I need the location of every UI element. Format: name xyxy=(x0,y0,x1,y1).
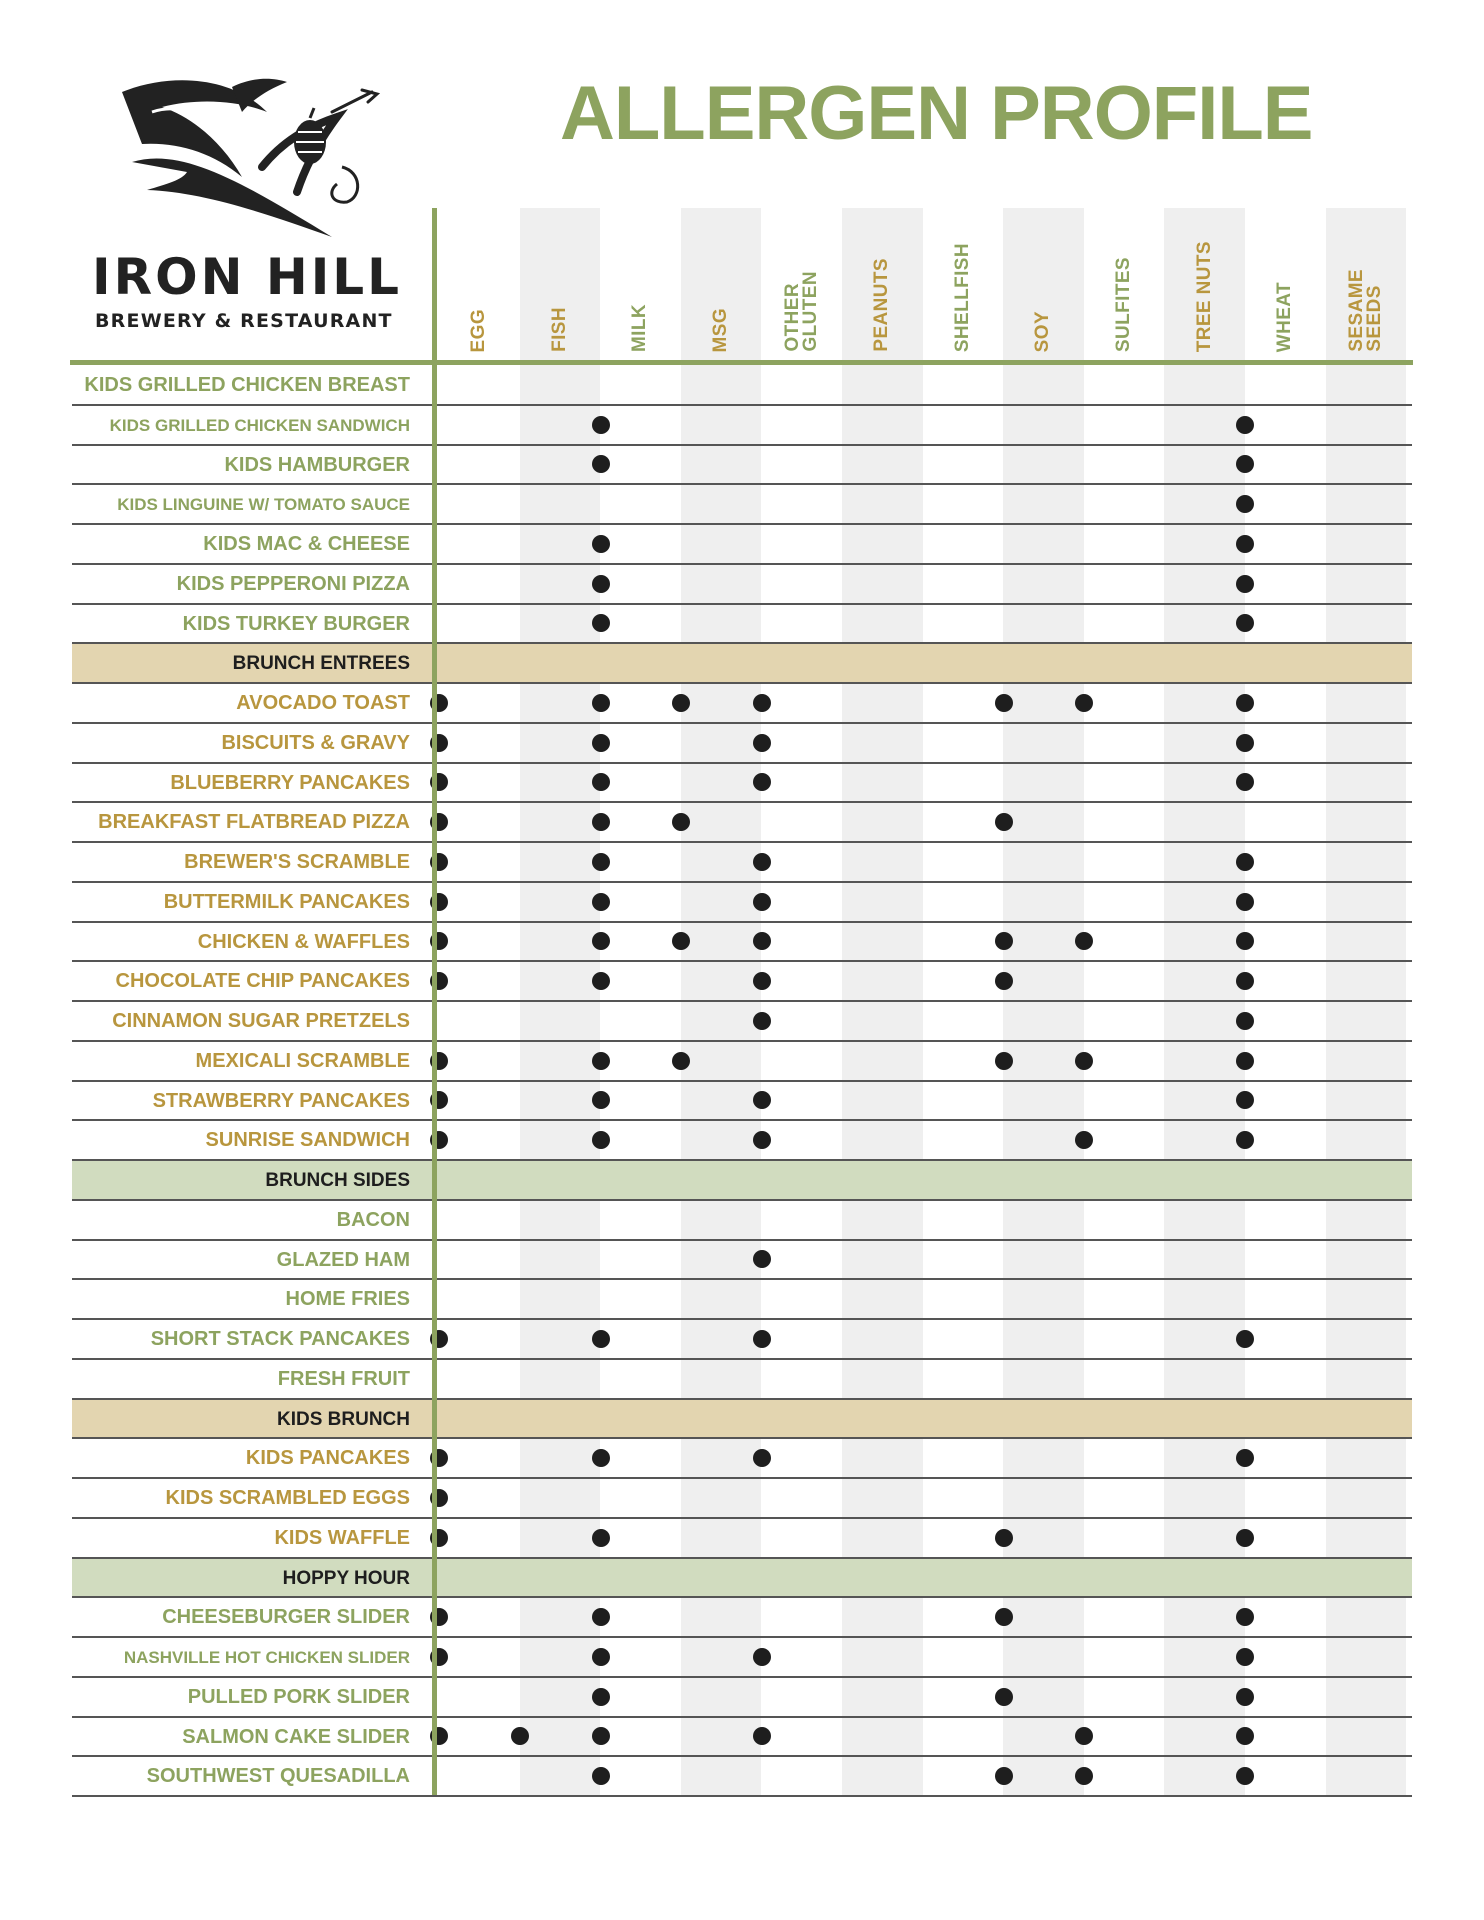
column-header-tree-nuts xyxy=(1164,208,1245,358)
column-header-label: SULFITES xyxy=(1113,256,1135,352)
allergen-dot xyxy=(592,853,610,871)
table-row xyxy=(72,764,1412,804)
allergen-dot xyxy=(592,1091,610,1109)
header-rule xyxy=(70,360,1413,365)
allergen-dot xyxy=(592,1727,610,1745)
menu-item-label: KIDS SCRAMBLED EGGS xyxy=(165,1487,410,1509)
table-row xyxy=(72,1757,1412,1797)
column-header-fish xyxy=(520,208,601,358)
table-row xyxy=(72,1042,1412,1082)
section-header-row xyxy=(72,644,1412,684)
allergen-dot xyxy=(753,1131,771,1149)
table-row xyxy=(72,843,1412,883)
allergen-dot xyxy=(753,1449,771,1467)
table-row xyxy=(72,1280,1412,1320)
allergen-dot xyxy=(1236,893,1254,911)
allergen-dot xyxy=(995,1688,1013,1706)
allergen-dot xyxy=(592,416,610,434)
menu-item-label: BUTTERMILK PANCAKES xyxy=(163,890,410,913)
menu-item-label: MEXICALI SCRAMBLE xyxy=(195,1049,410,1072)
section-header-row xyxy=(72,1400,1412,1440)
allergen-dot xyxy=(1236,1529,1254,1547)
allergen-dot xyxy=(753,1330,771,1348)
allergen-dot xyxy=(672,694,690,712)
allergen-dot xyxy=(592,1529,610,1547)
table-row xyxy=(72,565,1412,605)
column-header-milk xyxy=(600,208,681,358)
menu-item-label: CHOCOLATE CHIP PANCAKES xyxy=(115,970,410,993)
table-row xyxy=(72,1082,1412,1122)
menu-item-label: SOUTHWEST QUESADILLA xyxy=(146,1765,410,1788)
section-header-row xyxy=(72,1161,1412,1201)
column-header-sesame-seeds xyxy=(1326,208,1407,358)
allergen-dot xyxy=(995,1052,1013,1070)
column-header-peanuts xyxy=(842,208,923,358)
column-header-label: PEANUTS xyxy=(871,258,893,352)
allergen-dot xyxy=(1075,1052,1093,1070)
table-row xyxy=(72,406,1412,446)
allergen-dot xyxy=(753,1012,771,1030)
brand-name: IRON HILL xyxy=(92,248,403,306)
allergen-dot xyxy=(592,694,610,712)
column-header-label: TREE NUTS xyxy=(1193,240,1215,352)
column-header-shellfish xyxy=(923,208,1004,358)
column-header-label: FISH xyxy=(548,307,570,352)
column-header-label: SOY xyxy=(1032,310,1054,352)
menu-item-label: BISCUITS & GRAVY xyxy=(221,731,410,754)
menu-item-label: BREAKFAST FLATBREAD PIZZA xyxy=(98,811,410,834)
table-row xyxy=(72,1479,1412,1519)
column-header-label: OTHER GLUTEN xyxy=(781,271,821,352)
table-row xyxy=(72,1121,1412,1161)
allergen-dot xyxy=(592,614,610,632)
allergen-dot xyxy=(592,575,610,593)
table-row xyxy=(72,724,1412,764)
allergen-dot xyxy=(995,972,1013,990)
allergen-dot xyxy=(592,932,610,950)
table-row xyxy=(72,1638,1412,1678)
allergen-dot xyxy=(592,734,610,752)
table-row xyxy=(72,1201,1412,1241)
table-row xyxy=(72,1241,1412,1281)
allergen-dot xyxy=(753,972,771,990)
section-label: KIDS BRUNCH xyxy=(277,1408,410,1430)
table-row xyxy=(72,883,1412,923)
allergen-dot xyxy=(753,932,771,950)
section-label: BRUNCH ENTREES xyxy=(232,653,410,675)
allergen-dot xyxy=(592,455,610,473)
table-row xyxy=(72,1360,1412,1400)
table-row xyxy=(72,1519,1412,1559)
allergen-dot xyxy=(753,694,771,712)
menu-item-label: BACON xyxy=(336,1208,410,1231)
allergen-dot xyxy=(995,813,1013,831)
allergen-dot xyxy=(753,734,771,752)
allergen-dot xyxy=(592,1648,610,1666)
menu-item-label: SUNRISE SANDWICH xyxy=(205,1129,410,1152)
table-row xyxy=(72,446,1412,486)
column-header-wheat xyxy=(1245,208,1326,358)
menu-item-label: PULLED PORK SLIDER xyxy=(187,1685,410,1708)
allergen-dot xyxy=(672,1052,690,1070)
allergen-dot xyxy=(592,1131,610,1149)
allergen-dot xyxy=(592,535,610,553)
allergen-dot xyxy=(592,1688,610,1706)
column-header-other-gluten xyxy=(761,208,842,358)
allergen-dot xyxy=(1236,1688,1254,1706)
table-row xyxy=(72,1718,1412,1758)
menu-item-label: KIDS MAC & CHEESE xyxy=(203,533,410,555)
table-row xyxy=(72,1439,1412,1479)
column-header-label: SESAME SEEDS xyxy=(1345,269,1385,352)
label-column-rule xyxy=(432,208,437,1795)
menu-item-label: KIDS GRILLED CHICKEN BREAST xyxy=(84,374,410,396)
column-header-sulfites xyxy=(1084,208,1165,358)
column-header-label: SHELLFISH xyxy=(951,242,973,352)
allergen-dot xyxy=(592,1330,610,1348)
table-row xyxy=(72,684,1412,724)
column-header-label: WHEAT xyxy=(1274,281,1296,352)
page-title: ALLERGEN PROFILE xyxy=(560,71,1313,156)
menu-item-label: GLAZED HAM xyxy=(276,1248,410,1271)
allergen-dot xyxy=(995,694,1013,712)
row-divider xyxy=(72,1795,1412,1797)
column-header-msg xyxy=(681,208,762,358)
allergen-dot xyxy=(753,893,771,911)
table-row xyxy=(72,605,1412,645)
allergen-dot xyxy=(995,932,1013,950)
allergen-dot xyxy=(753,1091,771,1109)
allergen-dot xyxy=(995,1767,1013,1785)
menu-item-label: NASHVILLE HOT CHICKEN SLIDER xyxy=(123,1648,410,1667)
table-row xyxy=(72,366,1412,406)
section-header-row xyxy=(72,1559,1412,1599)
allergen-dot xyxy=(753,853,771,871)
menu-item-label: BREWER'S SCRAMBLE xyxy=(184,851,410,873)
menu-item-label: CHICKEN & WAFFLES xyxy=(197,930,410,953)
allergen-dot xyxy=(592,1449,610,1467)
allergen-dot xyxy=(592,1052,610,1070)
column-header-label: EGG xyxy=(468,308,490,352)
menu-item-label: SALMON CAKE SLIDER xyxy=(182,1725,410,1748)
table-row xyxy=(72,1678,1412,1718)
allergen-dot xyxy=(592,773,610,791)
allergen-dot xyxy=(592,813,610,831)
section-label: HOPPY HOUR xyxy=(282,1567,410,1589)
allergen-dot xyxy=(592,893,610,911)
menu-item-label: HOME FRIES xyxy=(285,1288,410,1311)
column-header-soy xyxy=(1003,208,1084,358)
menu-item-label: FRESH FRUIT xyxy=(277,1367,410,1390)
menu-item-label: CINNAMON SUGAR PRETZELS xyxy=(112,1010,410,1032)
allergen-dot xyxy=(753,1250,771,1268)
menu-item-label: AVOCADO TOAST xyxy=(236,692,410,714)
allergen-dot xyxy=(753,1727,771,1745)
menu-item-label: KIDS PEPPERONI PIZZA xyxy=(176,572,410,595)
table-row xyxy=(72,1002,1412,1042)
allergen-dot xyxy=(1236,1052,1254,1070)
allergen-dot xyxy=(753,1648,771,1666)
allergen-dot xyxy=(592,1608,610,1626)
section-label: BRUNCH SIDES xyxy=(265,1170,410,1191)
allergen-dot xyxy=(753,773,771,791)
allergen-dot xyxy=(995,1608,1013,1626)
menu-item-label: KIDS WAFFLE xyxy=(274,1526,410,1549)
table-row xyxy=(72,485,1412,525)
allergen-dot xyxy=(592,1767,610,1785)
column-header-label: MSG xyxy=(710,307,732,352)
menu-item-label: STRAWBERRY PANCAKES xyxy=(152,1089,410,1112)
menu-item-label: CHEESEBURGER SLIDER xyxy=(162,1606,410,1629)
menu-item-label: KIDS TURKEY BURGER xyxy=(182,612,410,635)
menu-item-label: SHORT STACK PANCAKES xyxy=(150,1328,410,1350)
allergen-dot xyxy=(1075,694,1093,712)
column-header-egg xyxy=(439,208,520,358)
allergen-dot xyxy=(1236,734,1254,752)
table-row xyxy=(72,803,1412,843)
column-header-label: MILK xyxy=(629,303,651,352)
allergen-dot xyxy=(995,1529,1013,1547)
menu-item-label: KIDS HAMBURGER xyxy=(224,453,410,476)
menu-item-label: BLUEBERRY PANCAKES xyxy=(170,771,410,794)
table-row xyxy=(72,525,1412,565)
allergen-dot xyxy=(1236,575,1254,593)
table-row xyxy=(72,1598,1412,1638)
allergen-dot xyxy=(1236,416,1254,434)
menu-item-label: KIDS GRILLED CHICKEN SANDWICH xyxy=(109,415,410,435)
brand-tagline: BREWERY & RESTAURANT xyxy=(95,310,393,332)
table-row xyxy=(72,962,1412,1002)
allergen-dot xyxy=(592,972,610,990)
menu-item-label: KIDS LINGUINE W/ TOMATO SAUCE xyxy=(117,495,410,515)
menu-item-label: KIDS PANCAKES xyxy=(245,1447,410,1470)
table-row xyxy=(72,1320,1412,1360)
table-row xyxy=(72,923,1412,963)
